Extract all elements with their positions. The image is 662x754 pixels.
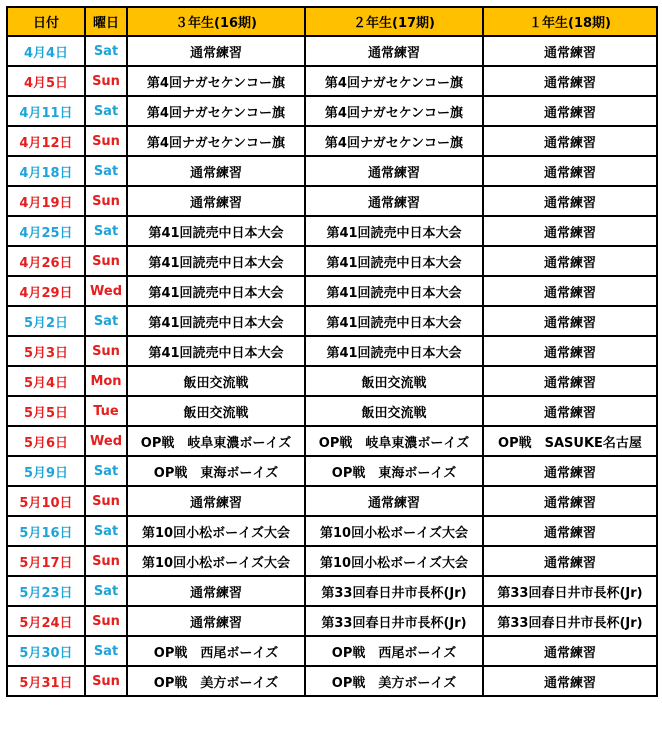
date-cell: 5月6日 xyxy=(7,426,85,456)
table-row xyxy=(7,186,657,216)
date-cell: 4月12日 xyxy=(7,126,85,156)
third-year-cell: OP戦 東海ボーイズ xyxy=(127,456,305,486)
first-year-cell: OP戦 SASUKE名古屋 xyxy=(483,426,657,456)
day-of-week-cell: Sat xyxy=(85,576,127,606)
first-year-cell: 第33回春日井市長杯(Jr) xyxy=(483,606,657,636)
table-row xyxy=(7,216,657,246)
third-year-cell: OP戦 西尾ボーイズ xyxy=(127,636,305,666)
second-year-cell: 通常練習 xyxy=(305,156,483,186)
day-of-week-cell: Sun xyxy=(85,486,127,516)
second-year-cell: 第41回読売中日本大会 xyxy=(305,276,483,306)
first-year-cell: 通常練習 xyxy=(483,666,657,696)
table-row xyxy=(7,276,657,306)
third-year-cell: 第4回ナガセケンコー旗 xyxy=(127,96,305,126)
date-cell: 4月5日 xyxy=(7,66,85,96)
day-of-week-cell: Sun xyxy=(85,606,127,636)
third-year-cell: 通常練習 xyxy=(127,36,305,66)
second-year-cell: 飯田交流戦 xyxy=(305,396,483,426)
date-cell: 5月31日 xyxy=(7,666,85,696)
date-cell: 5月17日 xyxy=(7,546,85,576)
date-cell: 5月4日 xyxy=(7,366,85,396)
first-year-cell: 通常練習 xyxy=(483,246,657,276)
table-row xyxy=(7,456,657,486)
first-year-cell: 通常練習 xyxy=(483,306,657,336)
day-of-week-cell: Wed xyxy=(85,426,127,456)
table-row xyxy=(7,576,657,606)
second-year-cell: 第41回読売中日本大会 xyxy=(305,306,483,336)
table-row xyxy=(7,246,657,276)
first-year-cell: 通常練習 xyxy=(483,366,657,396)
first-year-cell: 通常練習 xyxy=(483,396,657,426)
second-year-cell: 通常練習 xyxy=(305,36,483,66)
table-row xyxy=(7,486,657,516)
header-second-year: ２年生(17期) xyxy=(305,7,483,36)
day-of-week-cell: Sat xyxy=(85,156,127,186)
schedule-header xyxy=(7,7,657,36)
second-year-cell: 第10回小松ボーイズ大会 xyxy=(305,546,483,576)
date-cell: 5月24日 xyxy=(7,606,85,636)
date-cell: 4月11日 xyxy=(7,96,85,126)
schedule-body xyxy=(7,36,657,696)
day-of-week-cell: Sat xyxy=(85,456,127,486)
second-year-cell: 通常練習 xyxy=(305,486,483,516)
third-year-cell: 通常練習 xyxy=(127,486,305,516)
day-of-week-cell: Wed xyxy=(85,276,127,306)
first-year-cell: 通常練習 xyxy=(483,66,657,96)
first-year-cell: 通常練習 xyxy=(483,456,657,486)
header-first-year: １年生(18期) xyxy=(483,7,657,36)
day-of-week-cell: Sat xyxy=(85,636,127,666)
date-cell: 4月19日 xyxy=(7,186,85,216)
date-cell: 4月25日 xyxy=(7,216,85,246)
second-year-cell: OP戦 美方ボーイズ xyxy=(305,666,483,696)
first-year-cell: 通常練習 xyxy=(483,546,657,576)
third-year-cell: 第41回読売中日本大会 xyxy=(127,276,305,306)
schedule-table xyxy=(6,6,658,697)
third-year-cell: 通常練習 xyxy=(127,576,305,606)
third-year-cell: 通常練習 xyxy=(127,156,305,186)
table-row xyxy=(7,396,657,426)
first-year-cell: 通常練習 xyxy=(483,96,657,126)
second-year-cell: 第41回読売中日本大会 xyxy=(305,336,483,366)
date-cell: 5月30日 xyxy=(7,636,85,666)
third-year-cell: 第41回読売中日本大会 xyxy=(127,246,305,276)
table-row xyxy=(7,336,657,366)
day-of-week-cell: Sat xyxy=(85,36,127,66)
third-year-cell: 第10回小松ボーイズ大会 xyxy=(127,546,305,576)
second-year-cell: 飯田交流戦 xyxy=(305,366,483,396)
day-of-week-cell: Sun xyxy=(85,246,127,276)
day-of-week-cell: Sun xyxy=(85,666,127,696)
first-year-cell: 通常練習 xyxy=(483,336,657,366)
schedule-container xyxy=(6,6,656,697)
table-row xyxy=(7,516,657,546)
third-year-cell: 飯田交流戦 xyxy=(127,396,305,426)
date-cell: 4月4日 xyxy=(7,36,85,66)
third-year-cell: 第10回小松ボーイズ大会 xyxy=(127,516,305,546)
table-row xyxy=(7,126,657,156)
header-third-year: ３年生(16期) xyxy=(127,7,305,36)
header-day-of-week: 曜日 xyxy=(85,7,127,36)
second-year-cell: 第33回春日井市長杯(Jr) xyxy=(305,606,483,636)
table-row xyxy=(7,606,657,636)
second-year-cell: 第41回読売中日本大会 xyxy=(305,216,483,246)
first-year-cell: 通常練習 xyxy=(483,126,657,156)
third-year-cell: OP戦 岐阜東濃ボーイズ xyxy=(127,426,305,456)
third-year-cell: 飯田交流戦 xyxy=(127,366,305,396)
day-of-week-cell: Sun xyxy=(85,186,127,216)
third-year-cell: 第4回ナガセケンコー旗 xyxy=(127,66,305,96)
day-of-week-cell: Sat xyxy=(85,306,127,336)
day-of-week-cell: Sun xyxy=(85,546,127,576)
table-row xyxy=(7,66,657,96)
date-cell: 5月2日 xyxy=(7,306,85,336)
day-of-week-cell: Sun xyxy=(85,126,127,156)
table-row xyxy=(7,96,657,126)
table-row xyxy=(7,156,657,186)
table-row xyxy=(7,666,657,696)
first-year-cell: 通常練習 xyxy=(483,36,657,66)
second-year-cell: 第4回ナガセケンコー旗 xyxy=(305,96,483,126)
date-cell: 5月23日 xyxy=(7,576,85,606)
table-row xyxy=(7,366,657,396)
date-cell: 5月10日 xyxy=(7,486,85,516)
third-year-cell: OP戦 美方ボーイズ xyxy=(127,666,305,696)
table-row xyxy=(7,306,657,336)
second-year-cell: 通常練習 xyxy=(305,186,483,216)
third-year-cell: 第41回読売中日本大会 xyxy=(127,306,305,336)
first-year-cell: 通常練習 xyxy=(483,276,657,306)
second-year-cell: OP戦 岐阜東濃ボーイズ xyxy=(305,426,483,456)
first-year-cell: 通常練習 xyxy=(483,486,657,516)
day-of-week-cell: Tue xyxy=(85,396,127,426)
first-year-cell: 通常練習 xyxy=(483,186,657,216)
third-year-cell: 第41回読売中日本大会 xyxy=(127,336,305,366)
first-year-cell: 通常練習 xyxy=(483,516,657,546)
date-cell: 5月9日 xyxy=(7,456,85,486)
date-cell: 4月18日 xyxy=(7,156,85,186)
table-row xyxy=(7,636,657,666)
first-year-cell: 通常練習 xyxy=(483,216,657,246)
third-year-cell: 第41回読売中日本大会 xyxy=(127,216,305,246)
day-of-week-cell: Mon xyxy=(85,366,127,396)
date-cell: 5月3日 xyxy=(7,336,85,366)
day-of-week-cell: Sat xyxy=(85,216,127,246)
second-year-cell: OP戦 西尾ボーイズ xyxy=(305,636,483,666)
table-row xyxy=(7,36,657,66)
day-of-week-cell: Sat xyxy=(85,516,127,546)
second-year-cell: OP戦 東海ボーイズ xyxy=(305,456,483,486)
day-of-week-cell: Sat xyxy=(85,96,127,126)
date-cell: 4月26日 xyxy=(7,246,85,276)
third-year-cell: 通常練習 xyxy=(127,606,305,636)
date-cell: 5月16日 xyxy=(7,516,85,546)
second-year-cell: 第41回読売中日本大会 xyxy=(305,246,483,276)
header-date: 日付 xyxy=(7,7,85,36)
table-row xyxy=(7,546,657,576)
day-of-week-cell: Sun xyxy=(85,66,127,96)
first-year-cell: 通常練習 xyxy=(483,156,657,186)
second-year-cell: 第4回ナガセケンコー旗 xyxy=(305,66,483,96)
date-cell: 4月29日 xyxy=(7,276,85,306)
table-row xyxy=(7,426,657,456)
day-of-week-cell: Sun xyxy=(85,336,127,366)
second-year-cell: 第10回小松ボーイズ大会 xyxy=(305,516,483,546)
first-year-cell: 第33回春日井市長杯(Jr) xyxy=(483,576,657,606)
first-year-cell: 通常練習 xyxy=(483,636,657,666)
third-year-cell: 第4回ナガセケンコー旗 xyxy=(127,126,305,156)
second-year-cell: 第4回ナガセケンコー旗 xyxy=(305,126,483,156)
date-cell: 5月5日 xyxy=(7,396,85,426)
third-year-cell: 通常練習 xyxy=(127,186,305,216)
second-year-cell: 第33回春日井市長杯(Jr) xyxy=(305,576,483,606)
header-row xyxy=(7,7,657,36)
